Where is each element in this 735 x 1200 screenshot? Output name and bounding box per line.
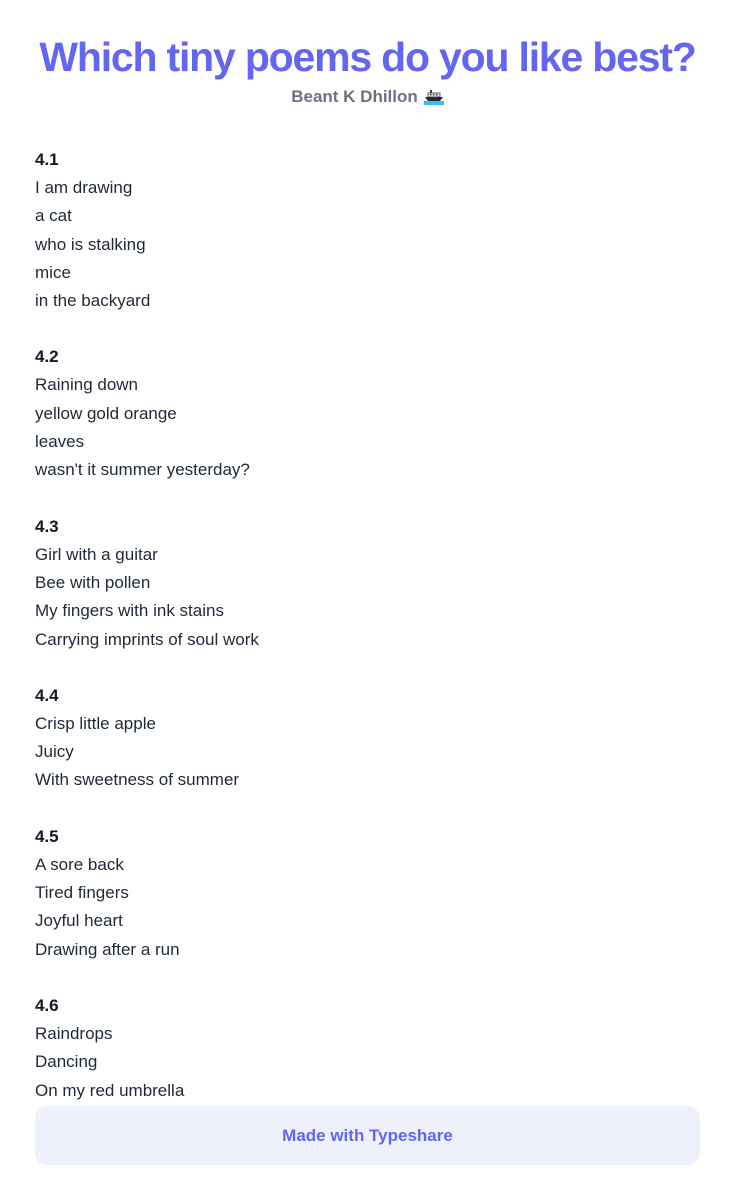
- poem-number: 4.3: [35, 516, 59, 536]
- poem-line: leaves: [35, 432, 85, 452]
- poem-line: Tired fingers: [35, 883, 129, 903]
- poem-item: [35, 682, 700, 795]
- poem-number: 4.6: [35, 995, 59, 1015]
- poem-line: Raindrops: [35, 1023, 113, 1043]
- poem-item: [35, 146, 700, 315]
- page: [35, 0, 700, 1200]
- poem-line: Joyful heart: [35, 911, 123, 931]
- poem-line: Dancing: [35, 1052, 98, 1072]
- poem-line: Crisp little apple: [35, 713, 156, 733]
- poem-line: A sore back: [35, 854, 124, 874]
- poem-line: Bee with pollen: [35, 572, 151, 592]
- page-title: Which tiny poems do you like best?: [39, 34, 696, 80]
- poem-line: who is stalking: [35, 234, 146, 254]
- poem-line: Girl with a guitar: [35, 544, 158, 564]
- footer-label: Made with Typeshare: [282, 1125, 453, 1145]
- ship-icon: [424, 89, 444, 105]
- poem-line: Carrying imprints of soul work: [35, 629, 259, 649]
- poem-number: 4.2: [35, 347, 59, 367]
- author-name: Beant K Dhillon: [291, 87, 418, 106]
- poem-line: Drawing after a run: [35, 939, 180, 959]
- poem-line: My fingers with ink stains: [35, 601, 224, 621]
- poem-number: 4.4: [35, 685, 59, 705]
- poem-line: yellow gold orange: [35, 403, 177, 423]
- made-with-typeshare-button[interactable]: [35, 1106, 700, 1165]
- poem-line: wasn't it summer yesterday?: [35, 460, 250, 480]
- poem-line: a cat: [35, 206, 72, 226]
- poem-item: [35, 992, 700, 1105]
- poem-item: [35, 343, 700, 484]
- poem-list: [35, 146, 700, 1133]
- poem-item: [35, 823, 700, 964]
- poem-line: Juicy: [35, 742, 74, 762]
- poem-line: Raining down: [35, 375, 139, 395]
- poem-line: I am drawing: [35, 178, 133, 197]
- poem-item: [35, 513, 700, 654]
- poem-number: 4.1: [35, 150, 59, 169]
- poem-number: 4.5: [35, 826, 59, 846]
- poem-line: mice: [35, 262, 71, 282]
- poem-line: in the backyard: [35, 291, 151, 311]
- poem-line: With sweetness of summer: [35, 770, 240, 790]
- author-byline: [35, 86, 700, 108]
- poem-line: On my red umbrella: [35, 1080, 185, 1100]
- header: [35, 0, 700, 108]
